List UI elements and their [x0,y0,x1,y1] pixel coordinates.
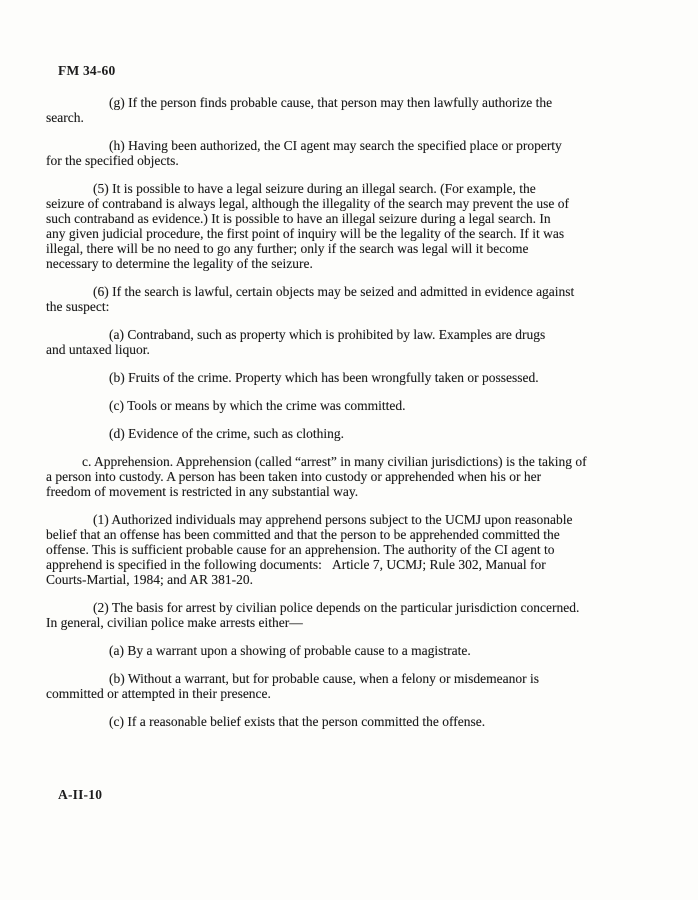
paragraph: (b) Without a warrant, but for probable cause, when a felony or misdemeanor is committed or attempted in their presence. [46,671,539,701]
page-number-label: A-II-10 [58,787,103,802]
paragraph: (b) Fruits of the crime. Property which has been wrongfully taken or possessed. [109,370,539,385]
document-header-label: FM 34-60 [58,63,116,78]
paragraph: c. Apprehension. Apprehension (called “arrest” in many civilian jurisdictions) is the taking of a person into custody. A person has been taken into custody or apprehended when his or her freedom of movement is restricted in any substantial way. [46,454,587,499]
paragraph: (c) Tools or means by which the crime was committed. [109,398,406,413]
paragraph: (g) If the person finds probable cause, that person may then lawfully authorize the search. [46,95,553,125]
paragraph: (2) The basis for arrest by civilian police depends on the particular jurisdiction concerned. In general, civilian police make arrests either— [46,600,580,630]
paragraph: (c) If a reasonable belief exists that the person committed the offense. [109,714,486,729]
paragraph: (6) If the search is lawful, certain objects may be seized and admitted in evidence against the suspect: [46,284,575,314]
paragraph: (h) Having been authorized, the CI agent may search the specified place or property for the specified objects. [46,138,562,168]
paragraphs [46,95,692,742]
paragraph: (5) It is possible to have a legal seizure during an illegal search. (For example, the seizure of contraband is always legal, although the illegality of the search may prevent the use of such contraband as evidence.) It is possible to have an illegal seizure during a legal search. In any given judicial procedure, the first point of inquiry will be the legality of the search. If it was illegal, there will be no need to go any further; only if the search was legal will it become necessary to determine the legality of the seizure. [46,181,569,271]
paragraph: (a) By a warrant upon a showing of probable cause to a magistrate. [109,643,471,658]
paragraph: (1) Authorized individuals may apprehend persons subject to the UCMJ upon reasonable belief that an offense has been committed and that the person to be apprehended committed the offense. This is sufficient probable cause for an apprehension. The authority of the CI agent to apprehend is specified in the following documents: Article 7, UCMJ; Rule 302, Manual for Courts-Martial, 1984; and AR 381-20. [46,512,573,587]
paragraph: (d) Evidence of the crime, such as clothing. [109,426,345,441]
paragraph: (a) Contraband, such as property which is prohibited by law. Examples are drugs and untaxed liquor. [46,327,546,357]
